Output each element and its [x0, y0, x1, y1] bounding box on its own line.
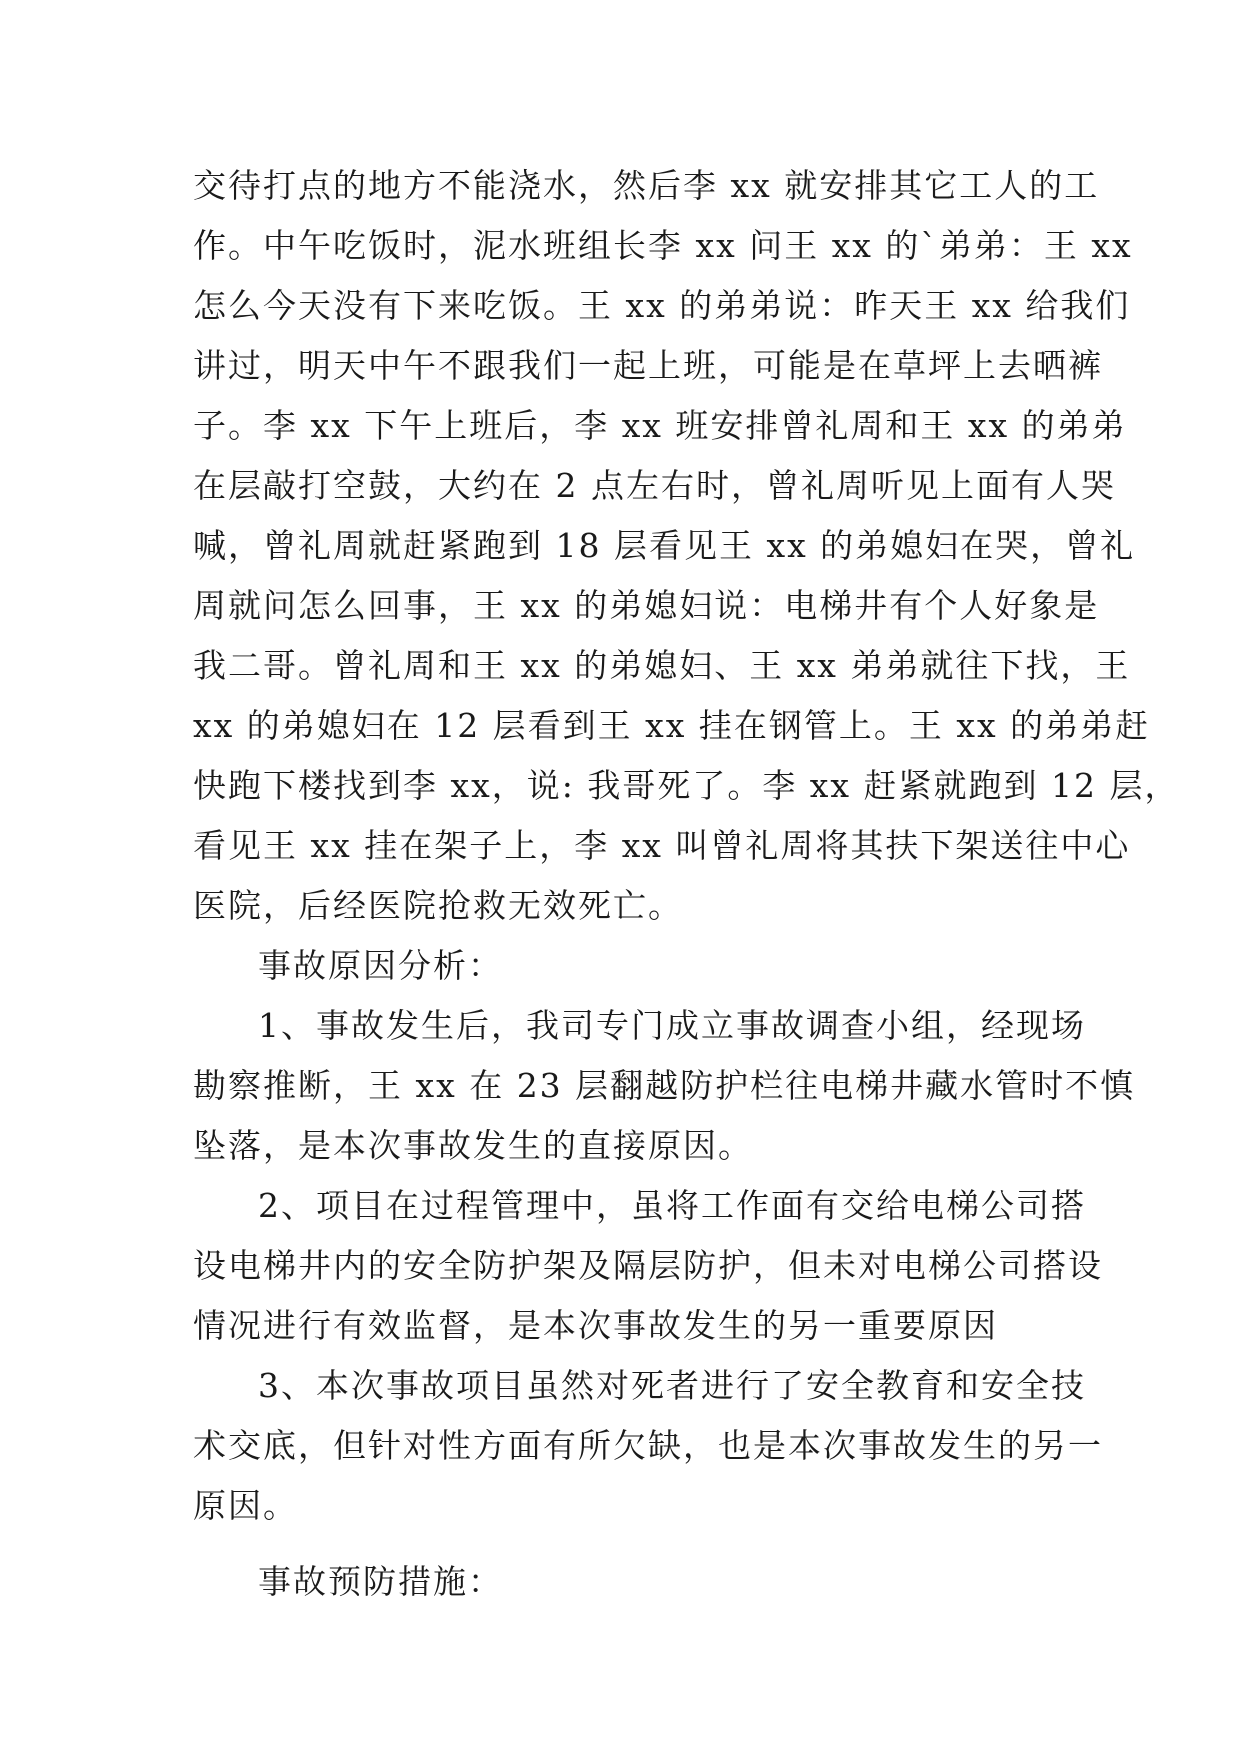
text-line: 术交底，但针对性方面有所欠缺，也是本次事故发生的另一	[193, 1426, 1103, 1465]
document-body	[193, 156, 1180, 1612]
text-line: 作。中午吃饭时，泥水班组长李 xx 问王 xx 的`弟弟：王 xx	[193, 226, 1133, 265]
text-line: 2、项目在过程管理中，虽将工作面有交给电梯公司搭	[258, 1186, 1086, 1225]
text-line: 看见王 xx 挂在架子上，李 xx 叫曾礼周将其扶下架送往中心	[193, 826, 1131, 865]
text-line: 在层敲打空鼓，大约在 2 点左右时，曾礼周听见上面有人哭	[193, 466, 1116, 505]
text-line: 3、本次事故项目虽然对死者进行了安全教育和安全技	[258, 1366, 1086, 1405]
text-line: 坠落，是本次事故发生的直接原因。	[193, 1126, 753, 1165]
section-heading-cause-analysis: 事故原因分析：	[258, 946, 503, 985]
text-line: 讲过，明天中午不跟我们一起上班，可能是在草坪上去晒裤	[193, 346, 1103, 385]
text-line: 周就问怎么回事，王 xx 的弟媳妇说：电梯井有个人好象是	[193, 586, 1100, 625]
text-line: 情况进行有效监督，是本次事故发生的另一重要原因	[193, 1306, 998, 1345]
section-heading-prevention-measures: 事故预防措施：	[258, 1562, 503, 1601]
text-line: 快跑下楼找到李 xx，说: 我哥死了。李 xx 赶紧就跑到 12 层，	[193, 766, 1180, 805]
text-line: 交待打点的地方不能浇水，然后李 xx 就安排其它工人的工	[193, 166, 1100, 205]
text-line: 设电梯井内的安全防护架及隔层防护，但未对电梯公司搭设	[193, 1246, 1103, 1285]
text-line: 喊，曾礼周就赶紧跑到 18 层看见王 xx 的弟媳妇在哭，曾礼	[193, 526, 1136, 565]
text-line: xx 的弟媳妇在 12 层看到王 xx 挂在钢管上。王 xx 的弟弟赶	[193, 706, 1151, 745]
text-line: 子。李 xx 下午上班后，李 xx 班安排曾礼周和王 xx 的弟弟	[193, 406, 1127, 445]
text-line: 1、事故发生后，我司专门成立事故调查小组，经现场	[258, 1006, 1086, 1045]
text-line: 我二哥。曾礼周和王 xx 的弟媳妇、王 xx 弟弟就往下找，王	[193, 646, 1131, 685]
text-line: 勘察推断，王 xx 在 23 层翻越防护栏往电梯井藏水管时不慎	[193, 1066, 1136, 1105]
text-line: 原因。	[193, 1486, 298, 1525]
text-line: 医院，后经医院抢救无效死亡。	[193, 886, 683, 925]
text-line: 怎么今天没有下来吃饭。王 xx 的弟弟说：昨天王 xx 给我们	[193, 286, 1131, 325]
